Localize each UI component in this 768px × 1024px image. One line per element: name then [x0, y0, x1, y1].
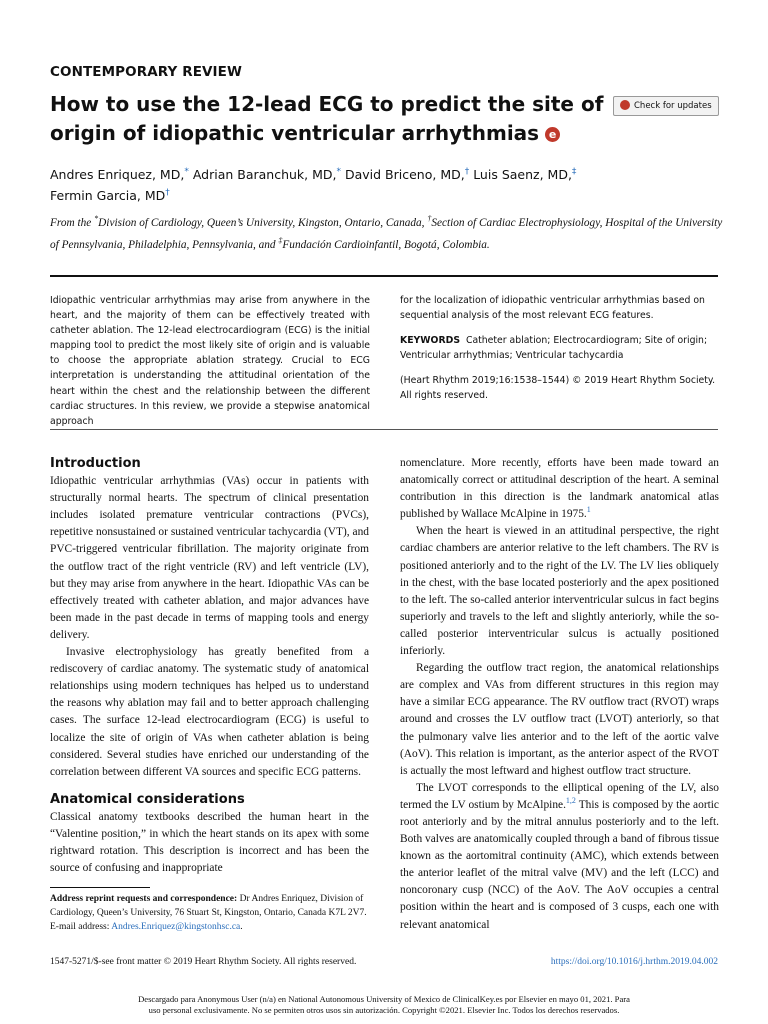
paragraph: Invasive electrophysiology has greatly benefited from a rediscovery of cardiac anatomy. The systematic study of anatomical relationships using modern techniques has helped us to understand the reasons why ablation may fail and to better approach challenging cases. The surface 12-lead electrocardiogram (ECG) is useful to localize the site of origin of VAs when catheter ablation is being considered. Several studies have enriched our understanding of the correlation between different VA sources and specific ECG patterns.	[50, 646, 369, 778]
keywords	[400, 333, 720, 363]
affil-mark: ‡	[278, 235, 283, 245]
author-name: David Briceno, MD,	[344, 167, 465, 183]
header-divider	[50, 275, 718, 277]
author-affil-mark: †	[165, 188, 170, 199]
paragraph	[400, 455, 719, 523]
affil-mark: *	[94, 214, 99, 223]
author-affil-mark: *	[336, 167, 341, 177]
download-notice-line: Descargado para Anonymous User (n/a) en National Autonomous University of Mexico de ClinicalKey.es por Elsevier en mayo 01, 2021. Para	[138, 994, 630, 1004]
copyright-line: 1547-5271/$-see front matter © 2019 Heart Rhythm Society. All rights reserved.	[50, 957, 357, 967]
affil-text: From the	[50, 216, 95, 229]
footnote-end: .	[240, 922, 243, 932]
paragraph	[400, 780, 719, 934]
section-label: CONTEMPORARY REVIEW	[50, 64, 242, 80]
author-name: Adrian Baranchuk, MD,	[192, 167, 337, 183]
right-column	[400, 455, 719, 934]
author-name: Fermin Garcia, MD	[50, 188, 166, 204]
affil-mark: †	[427, 214, 432, 223]
reference-link[interactable]: 1	[586, 505, 591, 515]
check-for-updates-button[interactable]	[613, 96, 719, 116]
author-affil-mark: †	[464, 167, 470, 177]
section-heading-anatomical: Anatomical considerations	[50, 791, 245, 807]
citation: (Heart Rhythm 2019;16:1538–1544) © 2019 Heart Rhythm Society. All rights reserved.	[400, 375, 716, 402]
download-notice	[40, 994, 728, 1016]
paragraph-text: The LVOT corresponds to the elliptical opening of the LV, also termed the LV ostium by McAlpine.	[400, 781, 719, 811]
paragraph-text: nomenclature. More recently, efforts have been made toward an anatomically correct or attitudinal description of the heart. A seminal contribution in this direction is the landmark anatomical atlas published by Wallace McAlpine in 1975.	[400, 457, 719, 521]
abstract-divider	[50, 429, 718, 430]
correspondence-footnote	[50, 892, 370, 934]
author-name: Luis Saenz, MD,	[473, 167, 572, 183]
author-list	[50, 163, 700, 205]
footnote-divider	[50, 887, 150, 888]
article-title	[50, 90, 610, 148]
paragraph-text: This is composed by the aortic root anteriorly and by the mitral annulus posteriorly and to the left. Both valves are anatomically coupled through a band of fibrous tissue known as the aortomitral continuity (AMC), which extends between the anterior leaflet of the mitral valve (MV) and the left (LCC) and noncoronary cusp (NCC) of the AoV. The AoV occupies a central position within the heart and is composed of 3 cusps, each one with relevant anatomical	[400, 798, 719, 931]
footnote-text: Dr Andres Enriquez, Division of Cardiology, Queen’s University, 76 Stuart St, Kingston, Ontario, Canada K7L 2V7. E-mail address:	[50, 894, 367, 932]
affil-text: Division of Cardiology, Queen’s University, Kingston, Ontario, Canada,	[98, 216, 428, 229]
paragraph: Classical anatomy textbooks described the human heart in the “Valentine position,” in which the heart stands on its apex with some rightward rotation. This description is incorrect and has been the source of confusing and inappropriate	[50, 810, 369, 875]
author-affil-mark: *	[184, 167, 189, 177]
keywords-label: KEYWORDS	[400, 335, 461, 347]
keywords-list: Catheter ablation; Electrocardiogram; Site of origin; Ventricular arrhythmias; Ventricular tachycardia	[400, 335, 708, 362]
paragraph: When the heart is viewed in an attitudinal perspective, the right cardiac chambers are anterior relative to the left chambers. The RV is positioned anteriorly and to the right of the LV. The LV lies obliquely in the chest, with the base located posteriorly and the apex positioned to the left. The so-called anterior interventricular sulcus in fact begins superiorly and travels to the left and slightly anteriorly, while the so-called posterior interventricular sulcus is actually positioned inferiorly.	[400, 525, 719, 658]
footnote-label: Address reprint requests and correspondence:	[50, 894, 238, 904]
check-updates-label: Check for updates	[634, 101, 712, 111]
author-name: Andres Enriquez, MD,	[50, 167, 185, 183]
email-link[interactable]: Andres.Enriquez@kingstonhsc.ca	[111, 922, 241, 932]
reference-link[interactable]: 1,2	[565, 796, 576, 806]
affiliations	[50, 210, 730, 254]
update-icon	[620, 100, 630, 110]
abstract-continuation: for the localization of idiopathic ventricular arrhythmias based on sequential analysis of the most relevant ECG features.	[400, 295, 705, 322]
download-notice-line: uso personal exclusivamente. No se permiten otros usos sin autorización. Copyright ©2021. Elsevier Inc. Todos los derechos reservados.	[148, 1005, 620, 1015]
doi-link[interactable]: https://doi.org/10.1016/j.hrthm.2019.04.002	[550, 957, 718, 967]
affil-text: Fundación Cardioinfantil, Bogotá, Colombia.	[282, 238, 490, 251]
article-title-text: How to use the 12-lead ECG to predict the site of origin of idiopathic ventricular arrhythmias	[50, 92, 604, 145]
paragraph: Idiopathic ventricular arrhythmias (VAs) occur in patients with structurally normal hearts. The spectrum of clinical presentation includes isolated premature ventricular contractions (PVCs), repetitive nonsustained or sustained ventricular tachycardia (VT), and PVC-triggered ventricular fibrillation. The majority originate from the outflow tract of the right ventricle (RV) and left ventricle (LV), but they may arise from anywhere in the heart. Idiopathic VAs can be effectively treated with catheter ablation, and major advances have been made in the past decade in terms of mapping tools and energy delivery.	[50, 475, 369, 641]
left-column	[50, 455, 369, 877]
author-affil-mark: ‡	[571, 167, 577, 177]
abstract-text: Idiopathic ventricular arrhythmias may arise from anywhere in the heart, and the majority of them can be effectively treated with catheter ablation. The 12-lead electrocardiogram (ECG) is the initial mapping tool to predict the most likely site of origin and is valuable to choose the appropriate ablation strategy. Crucial to ECG interpretation is understanding the attitudinal orientation of the heart within the chest and the relationship between the different cardiac structures. In this review, we provide a stepwise anatomical approach	[50, 295, 370, 427]
paragraph: Regarding the outflow tract region, the anatomical relationships are complex and VAs from different structures in this region may have a similar ECG appearance. The RV outflow tract (RVOT) wraps around and crosses the LV outflow tract (LVOT) anteriorly, so that the pulmonary valve lies anterior and to the left of the aortic valve (AoV). This relation is important, as the anterior aspect of the RVOT is actually the most leftward and highest outflow tract structure.	[400, 662, 719, 777]
affil-text: Section of Cardiac Electrophysiology, Hospital of the University of Pennsylvania, Philadelphia, Pennsylvania, and	[50, 216, 723, 251]
abstract-continued	[400, 293, 720, 414]
section-heading-introduction: Introduction	[50, 456, 141, 471]
open-access-icon[interactable]: e	[545, 127, 560, 142]
